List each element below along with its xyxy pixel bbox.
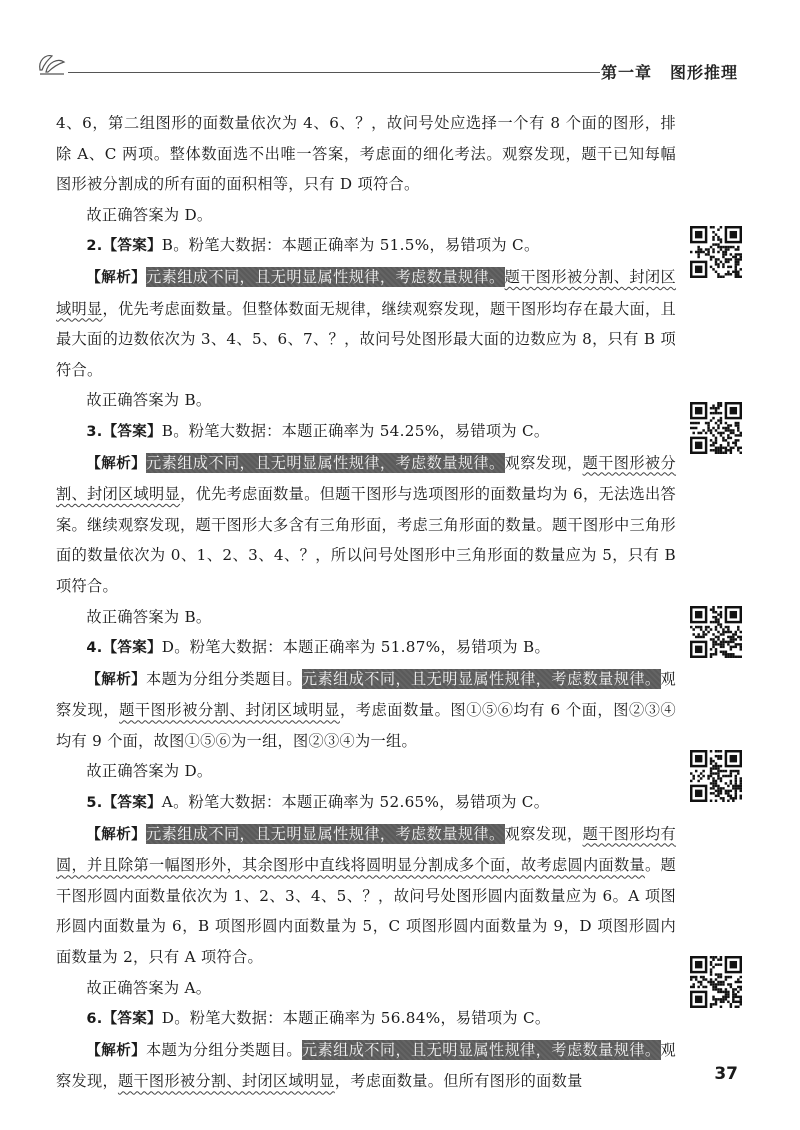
analysis-q2: [56, 262, 676, 385]
wavy-underline-text: 题干图形均有圆，并且除第一幅图形外，其余图形中直线将圆明显分割成多个面，故考虑圆内面数量: [56, 824, 677, 875]
wavy-underline-text: 题干图形被分割、封闭区域明显: [56, 453, 677, 504]
analysis-label: 【解析】: [86, 671, 147, 688]
conclusion-q5: 故正确答案为 A。: [86, 978, 212, 997]
analysis-text: ，优先考虑面数量。但整体数面无规律，继续观察发现，题干图形均存在最大面，且最大面的边数依次为 3、4、5、6、7、？，故问号处图形最大面的边数应为 8，只有 B 项符合。: [56, 299, 676, 379]
analysis-text: ，优先考虑面数量。但题干图形与选项图形的面数量均为 6，无法选出答案。继续观察发现，题干图形大多含有三角形面，考虑三角形面的数量。题干图形中三角形面的数量依次为 0、1、2、3、4、？，所以问号处图形中三角形面的数量应为 5，只有 B 项符合。: [56, 485, 676, 595]
highlight-text: 元素组成不同，且无明显属性规律，考虑数量规律。: [146, 267, 505, 286]
answer-q2: [56, 230, 676, 262]
answer-text: D。粉笔大数据：本题正确率为 56.84%，易错项为 C。: [161, 1009, 551, 1028]
conclusion-q4: 故正确答案为 D。: [86, 762, 213, 781]
analysis-mid: 观察发现，: [56, 669, 677, 720]
chapter-number: 第一章: [600, 63, 652, 82]
leaf-ornament-icon: [34, 48, 70, 78]
analysis-lead: 观察发现，: [504, 824, 583, 843]
analysis-text: ，考虑面数量。图①⑤⑥均有 6 个面，图②③④均有 9 个面，故图①⑤⑥为一组，图②③④为一组。: [56, 701, 677, 750]
conclusion-q1: 故正确答案为 D。: [86, 205, 213, 224]
highlight-text-continued: 律。: [629, 1040, 661, 1059]
answer-label: 6.【答案】: [86, 1011, 162, 1028]
qr-code-q4[interactable]: [690, 606, 742, 658]
qr-code-q2[interactable]: [690, 226, 742, 278]
qr-code-q5[interactable]: [690, 750, 742, 802]
answer-text: B。粉笔大数据：本题正确率为 54.25%，易错项为 C。: [161, 421, 550, 440]
analysis-q4: [56, 664, 676, 757]
qr-code-q6[interactable]: [690, 956, 742, 1008]
answer-text: D。粉笔大数据：本题正确率为 51.87%，易错项为 B。: [161, 638, 550, 657]
wavy-underline-text: 题干图形被分割、封闭区域明显: [119, 701, 340, 720]
answer-q3: [56, 416, 676, 448]
chapter-heading: [601, 60, 738, 83]
highlight-text: 元素组成不同，且无明显属性规律，考虑数量规: [301, 1040, 630, 1059]
answer-text: B。粉笔大数据：本题正确率为 51.5%，易错项为 C。: [161, 236, 540, 255]
answer-q5: [56, 787, 676, 819]
page-number: 37: [714, 1064, 738, 1084]
analysis-lead: 本题为分组分类题目。: [146, 669, 302, 688]
analysis-lead: 观察发现，: [504, 453, 583, 472]
answer-label: 4.【答案】: [86, 640, 162, 657]
header-rule: [68, 72, 600, 73]
answer-label: 5.【答案】: [86, 795, 162, 812]
analysis-q6: [56, 1035, 676, 1097]
conclusion-q2: 故正确答案为 B。: [86, 391, 212, 410]
highlight-text: 元素组成不同，且无明显属性规律，考虑数量规律。: [146, 824, 505, 843]
analysis-label: 【解析】: [86, 826, 147, 843]
page-header: [0, 0, 800, 90]
conclusion-q3: 故正确答案为 B。: [86, 607, 212, 626]
analysis-label: 【解析】: [86, 269, 147, 286]
chapter-title: 图形推理: [669, 63, 738, 82]
wavy-underline-text: 题干图形被分割、封闭区域明显: [56, 267, 677, 318]
answer-text: A。粉笔大数据：本题正确率为 52.65%，易错项为 C。: [161, 793, 550, 812]
answer-label: 2.【答案】: [86, 238, 162, 255]
paragraph-continued: 4、6，第二组图形的面数量依次为 4、6、？，故问号处应选择一个有 8 个面的图形，排除 A、C 两项。整体数面选不出唯一答案，考虑面的细化考法。观察发现，题干已知每幅图形被分割成的所有面的面积相等，只有 D 项符合。: [56, 114, 676, 194]
analysis-label: 【解析】: [86, 1042, 147, 1059]
analysis-q3: [56, 448, 676, 602]
page-body: [56, 108, 676, 1097]
qr-code-q3[interactable]: [690, 402, 742, 454]
highlight-text: 元素组成不同，且无明显属性规律，考虑数量规律。: [301, 669, 661, 688]
answer-q6: [56, 1003, 676, 1035]
wavy-underline-text: 题干图形被分割、封闭区域明显: [117, 1072, 335, 1091]
answer-label: 3.【答案】: [86, 423, 162, 440]
highlight-text: 元素组成不同，且无明显属性规律，考虑数量规律。: [146, 453, 505, 472]
analysis-q5: [56, 819, 676, 973]
analysis-mid: 观察发现，: [56, 1040, 677, 1091]
analysis-lead: 本题为分组分类题目。: [146, 1040, 302, 1059]
analysis-text: 。题干图形圆内面数量依次为 1、2、3、4、5、？，故问号处图形圆内面数量应为 6。A 项图形圆内面数量为 6，B 项图形圆内面数量为 5，C 项图形圆内面数量为 9，D 项图形圆内面数量为 2，只有 A 项符合。: [56, 856, 676, 967]
answer-q4: [56, 632, 676, 664]
analysis-text: ，考虑面数量。但所有图形的面数量: [334, 1072, 583, 1091]
analysis-label: 【解析】: [86, 455, 147, 472]
